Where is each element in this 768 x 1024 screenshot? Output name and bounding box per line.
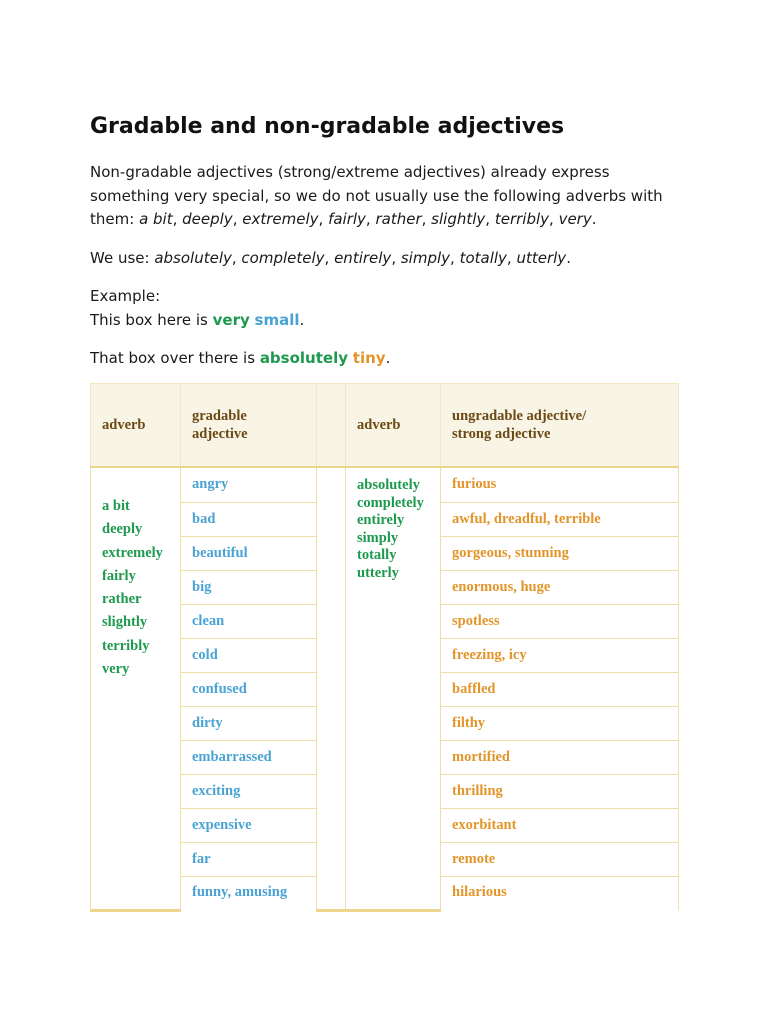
strong-adverbs-cell [346, 467, 441, 910]
we-use-adverb: totally [459, 249, 507, 267]
ungradable-adjective-cell: enormous, huge [441, 571, 679, 605]
example-line1-adverb: very [212, 310, 250, 329]
intro-adverb: a bit [139, 210, 173, 228]
example-label: Example: [90, 287, 161, 305]
gradable-adjective-cell: beautiful [181, 537, 317, 571]
gradable-adjective-cell: expensive [181, 809, 317, 843]
header-adverb: adverb [91, 384, 181, 468]
intro-adverb: rather [375, 210, 422, 228]
example-line1-suffix: . [299, 310, 305, 329]
table-row [91, 467, 679, 503]
ungradable-adjective-cell: filthy [441, 707, 679, 741]
intro-adverb: slightly [431, 210, 486, 228]
gradable-adverb: terribly [102, 637, 150, 654]
gradable-adjective-cell: clean [181, 605, 317, 639]
ungradable-adjective-cell: baffled [441, 673, 679, 707]
strong-adverb: totally [357, 547, 397, 564]
gradable-adverbs-cell [91, 467, 181, 910]
gradable-adverb: fairly [102, 567, 136, 584]
gradable-adjective-cell: angry [181, 467, 317, 503]
header-ungradable [441, 384, 679, 468]
intro-adverb: fairly [328, 210, 366, 228]
gradable-adjective-cell: confused [181, 673, 317, 707]
gradable-adjective-cell: far [181, 843, 317, 877]
gradable-adjective-cell: bad [181, 503, 317, 537]
adjectives-table [90, 383, 679, 912]
gradable-adjective-cell: big [181, 571, 317, 605]
intro-adverb: deeply [182, 210, 233, 228]
ungradable-adjective-cell: freezing, icy [441, 639, 679, 673]
ungradable-adjective-cell: remote [441, 843, 679, 877]
strong-adverb: entirely [357, 512, 405, 529]
example-line2-prefix: That box over there is [90, 349, 260, 367]
gradable-adverb: slightly [102, 614, 148, 631]
intro-adverb: very [558, 210, 592, 228]
ungradable-adjective-cell: exorbitant [441, 809, 679, 843]
header-adverb-strong: adverb [346, 384, 441, 468]
strong-adverb: utterly [357, 564, 399, 581]
example-line1-adjective: small [254, 310, 300, 329]
intro-adverb: terribly [494, 210, 550, 228]
example-paragraph-2 [90, 347, 680, 371]
gradable-adjective-cell: funny, amusing [181, 877, 317, 911]
example-line2-adjective: tiny [352, 349, 386, 367]
gradable-adverb: very [102, 661, 130, 678]
ungradable-adjective-cell: awful, dreadful, terrible [441, 503, 679, 537]
header-gradable [181, 384, 317, 468]
we-use-prefix: We use: [90, 249, 155, 267]
intro-adverb: extremely [242, 210, 319, 228]
strong-adverb: simply [357, 529, 399, 546]
we-use-adverb: absolutely [154, 249, 232, 267]
strong-adverb: completely [357, 494, 424, 511]
we-use-adverb: completely [241, 249, 325, 267]
ungradable-adjective-cell: mortified [441, 741, 679, 775]
ungradable-adjective-cell: spotless [441, 605, 679, 639]
gradable-adverb: rather [102, 591, 142, 608]
page-title: Gradable and non-gradable adjectives [90, 114, 565, 139]
example-line2-suffix: . [385, 349, 391, 367]
gradable-adjective-cell: cold [181, 639, 317, 673]
intro-paragraph: Non-gradable adjectives (strong/extreme adjectives) already express something very special, so we do not usually use the following adverbs with them: a bit, deeply, extremely, fairly, rather, slightly, terribly, very. [90, 163, 663, 228]
header-ungradable-line: strong adjective [452, 426, 551, 442]
gradable-adverb: extremely [102, 544, 163, 561]
table-body [91, 467, 679, 910]
strong-adverb: absolutely [357, 477, 420, 493]
gradable-adjective-cell: exciting [181, 775, 317, 809]
ungradable-adjective-cell: furious [441, 467, 679, 503]
intro-text: Non-gradable adjectives (strong/extreme adjectives) already express something very special, so we do not usually use the following adverbs with them: [90, 163, 663, 228]
ungradable-adjective-cell: gorgeous, stunning [441, 537, 679, 571]
gradable-adjective-cell: embarrassed [181, 741, 317, 775]
gradable-adverb: a bit [102, 498, 130, 514]
ungradable-adjective-cell: thrilling [441, 775, 679, 809]
table-header-row [91, 384, 679, 468]
gradable-adjective-cell: dirty [181, 707, 317, 741]
header-gradable-line: adjective [192, 426, 248, 442]
example-line1-prefix: This box here is [90, 310, 213, 329]
example-line2-adverb: absolutely [259, 349, 348, 367]
gradable-adverb: deeply [102, 521, 143, 538]
example-paragraph [90, 285, 680, 332]
we-use-paragraph: We use: absolutely, completely, entirely, simply, totally, utterly. [90, 249, 571, 267]
spacer-cell [317, 467, 346, 910]
header-ungradable-line: ungradable adjective/ [452, 408, 587, 424]
we-use-adverb: utterly [516, 249, 567, 267]
we-use-adverb: entirely [334, 249, 392, 267]
we-use-adverb: simply [400, 249, 451, 267]
ungradable-adjective-cell: hilarious [441, 877, 679, 911]
header-gradable-line: gradable [192, 408, 247, 424]
header-spacer [317, 384, 346, 468]
